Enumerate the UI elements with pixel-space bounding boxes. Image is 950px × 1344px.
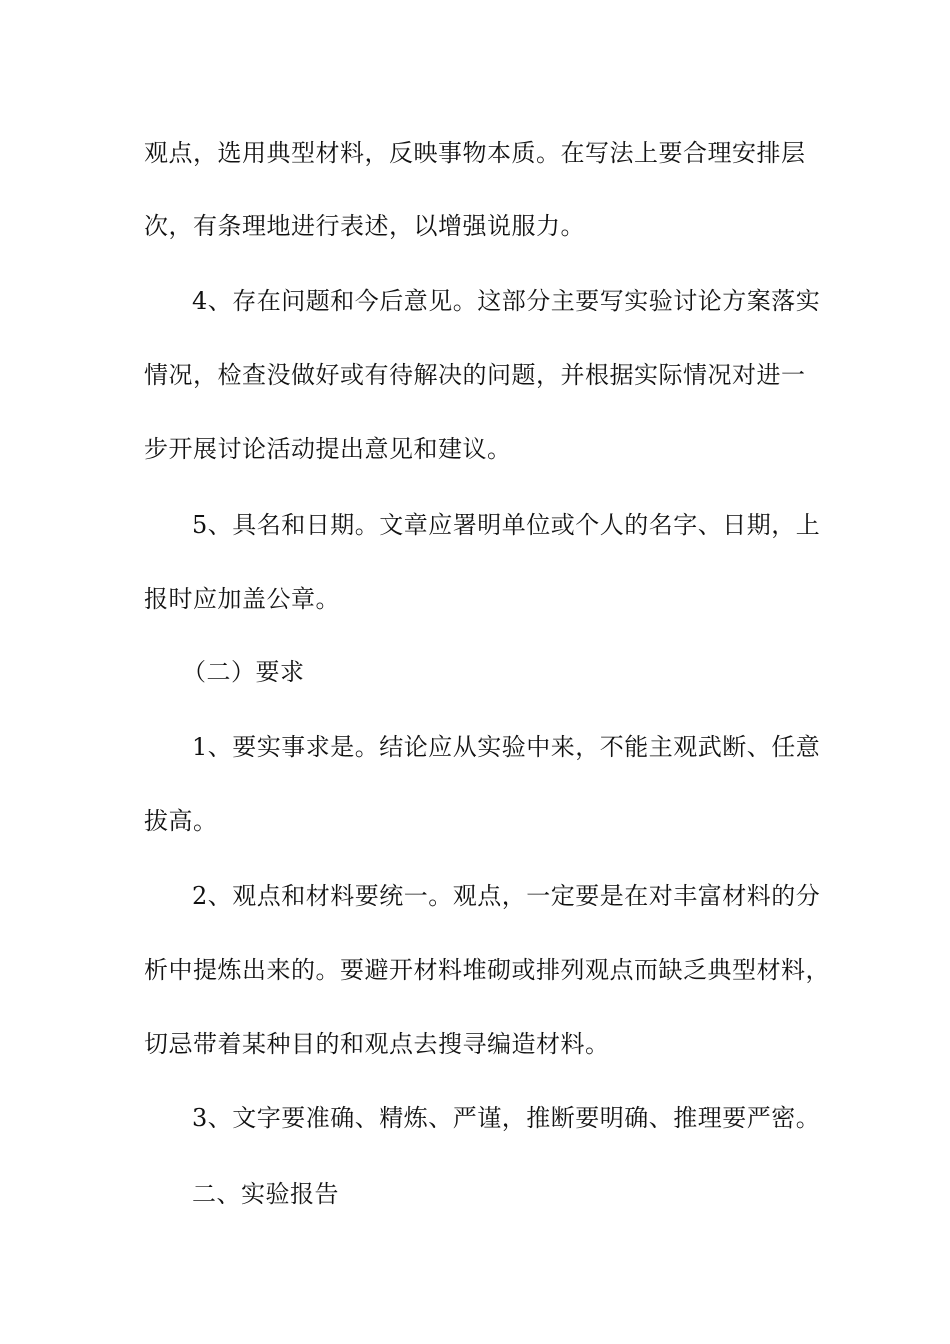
list-item-4-heading: 4、存在问题和今后意见。这部分主要写实验讨论方案落实 [192, 287, 821, 315]
body-text-line: 观点，选用典型材料，反映事物本质。在写法上要合理安排层 [144, 139, 806, 167]
body-text-line: 次，有条理地进行表述，以增强说服力。 [144, 212, 585, 240]
body-text-line: 析中提炼出来的。要避开材料堆砌或排列观点而缺乏典型材料， [144, 956, 830, 984]
body-text-line: 情况，检查没做好或有待解决的问题，并根据实际情况对进一 [144, 361, 806, 389]
body-text-line: 报时应加盖公章。 [144, 585, 340, 613]
body-text-line: 步开展讨论活动提出意见和建议。 [144, 435, 512, 463]
requirement-1: 1、要实事求是。结论应从实验中来，不能主观武断、任意 [192, 733, 821, 761]
list-item-5-heading: 5、具名和日期。文章应署明单位或个人的名字、日期，上 [192, 511, 821, 539]
requirement-2: 2、观点和材料要统一。观点，一定要是在对丰富材料的分 [192, 882, 821, 910]
section-heading-experiment-report: 二、实验报告 [192, 1180, 339, 1208]
requirement-3: 3、文字要准确、精炼、严谨，推断要明确、推理要严密。 [192, 1104, 821, 1132]
body-text-line: 拔高。 [144, 807, 218, 835]
section-heading-requirements: （二）要求 [182, 658, 305, 686]
body-text-line: 切忌带着某种目的和观点去搜寻编造材料。 [144, 1030, 610, 1058]
